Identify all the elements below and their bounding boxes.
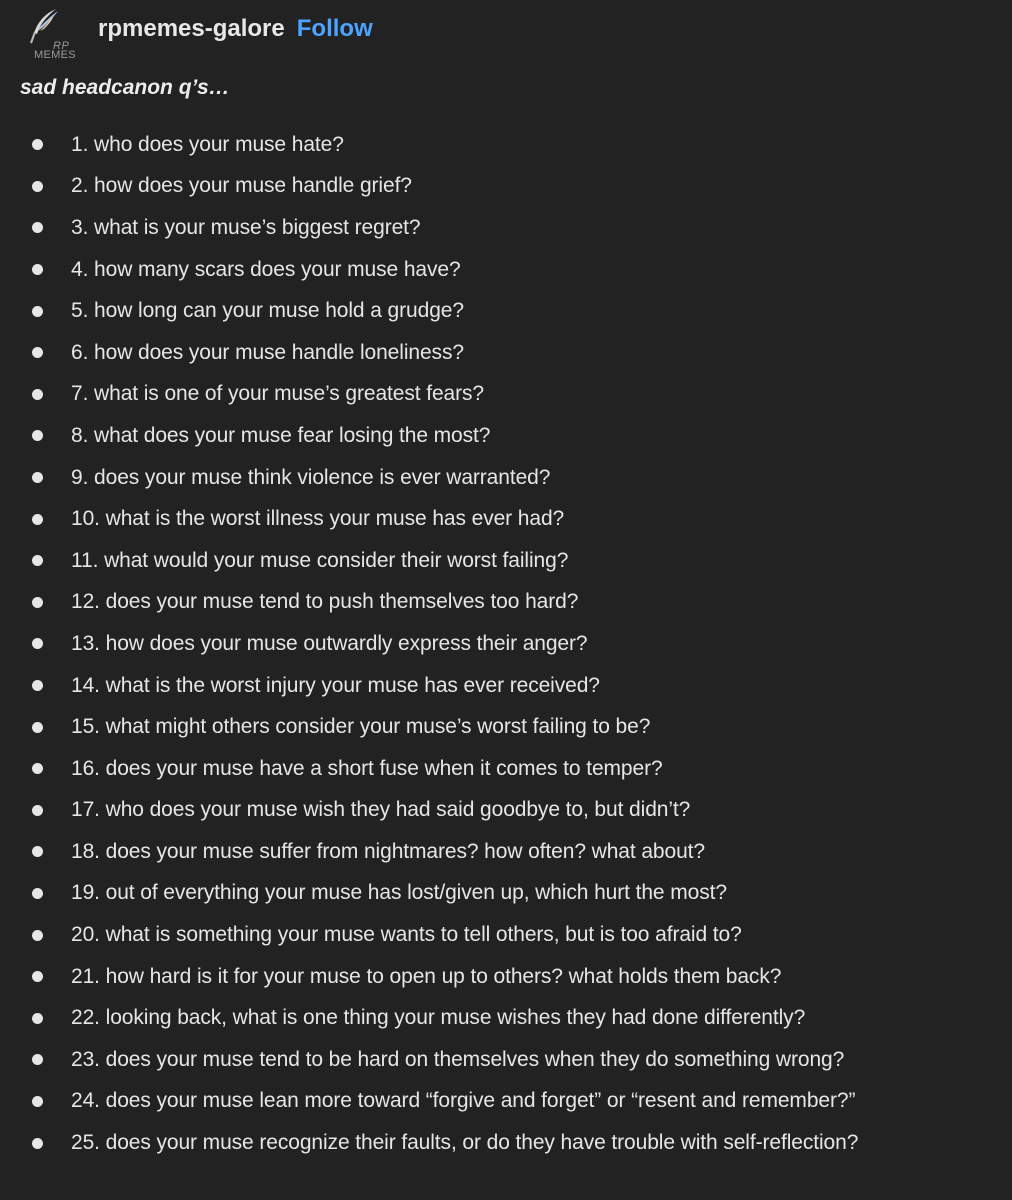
question-text: 13. how does your muse outwardly express their anger?	[71, 631, 588, 655]
question-text: 16. does your muse have a short fuse when it comes to temper?	[71, 756, 663, 780]
blog-name-link[interactable]: rpmemes-galore	[98, 15, 285, 42]
list-item	[0, 498, 1012, 540]
list-item	[0, 873, 1012, 915]
question-text: 14. what is the worst injury your muse has ever received?	[71, 673, 600, 697]
bullet-icon	[32, 846, 43, 857]
list-item	[0, 831, 1012, 873]
list-item	[0, 706, 1012, 748]
question-text: 20. what is something your muse wants to tell others, but is too afraid to?	[71, 923, 742, 947]
avatar[interactable]	[20, 3, 78, 61]
bullet-icon	[32, 347, 43, 358]
avatar-logo-memes: MEMES	[34, 49, 76, 61]
question-text: 4. how many scars does your muse have?	[71, 257, 461, 281]
bullet-icon	[32, 430, 43, 441]
list-item	[0, 374, 1012, 416]
question-text: 2. how does your muse handle grief?	[71, 174, 412, 198]
bullet-icon	[32, 971, 43, 982]
bullet-icon	[32, 722, 43, 733]
list-item	[0, 914, 1012, 956]
question-text: 19. out of everything your muse has lost/given up, which hurt the most?	[71, 881, 727, 905]
bullet-icon	[32, 597, 43, 608]
bullet-icon	[32, 638, 43, 649]
question-list	[0, 124, 1012, 1164]
post-title: sad headcanon q’s…	[20, 76, 230, 99]
list-item	[0, 582, 1012, 624]
question-text: 21. how hard is it for your muse to open up to others? what holds them back?	[71, 964, 782, 988]
list-item	[0, 623, 1012, 665]
question-text: 17. who does your muse wish they had said goodbye to, but didn’t?	[71, 798, 691, 822]
list-item	[0, 665, 1012, 707]
list-item	[0, 1081, 1012, 1123]
list-item	[0, 997, 1012, 1039]
bullet-icon	[32, 555, 43, 566]
bullet-icon	[32, 181, 43, 192]
question-text: 23. does your muse tend to be hard on themselves when they do something wrong?	[71, 1047, 845, 1071]
question-text: 7. what is one of your muse’s greatest fears?	[71, 382, 484, 406]
question-text: 22. looking back, what is one thing your muse wishes they had done differently?	[71, 1006, 806, 1030]
bullet-icon	[32, 389, 43, 400]
list-item	[0, 956, 1012, 998]
question-text: 9. does your muse think violence is ever warranted?	[71, 465, 551, 489]
bullet-icon	[32, 472, 43, 483]
question-text: 24. does your muse lean more toward “forgive and forget” or “resent and remember?”	[71, 1089, 856, 1113]
question-text: 8. what does your muse fear losing the most?	[71, 423, 491, 447]
question-text: 5. how long can your muse hold a grudge?	[71, 299, 464, 323]
follow-button[interactable]: Follow	[296, 15, 373, 42]
bullet-icon	[32, 264, 43, 275]
bullet-icon	[32, 306, 43, 317]
bullet-icon	[32, 930, 43, 941]
list-item	[0, 1122, 1012, 1164]
bullet-icon	[32, 1013, 43, 1024]
list-item	[0, 457, 1012, 499]
list-item	[0, 748, 1012, 790]
bullet-icon	[32, 514, 43, 525]
list-item	[0, 290, 1012, 332]
bullet-icon	[32, 139, 43, 150]
question-text: 25. does your muse recognize their faults, or do they have trouble with self-reflection?	[71, 1131, 859, 1155]
question-text: 6. how does your muse handle loneliness?	[71, 340, 464, 364]
question-text: 3. what is your muse’s biggest regret?	[71, 215, 421, 239]
bullet-icon	[32, 222, 43, 233]
list-item	[0, 207, 1012, 249]
bullet-icon	[32, 888, 43, 899]
list-item	[0, 540, 1012, 582]
list-item	[0, 790, 1012, 832]
list-item	[0, 124, 1012, 166]
question-text: 1. who does your muse hate?	[71, 132, 344, 156]
list-item	[0, 1039, 1012, 1081]
question-text: 12. does your muse tend to push themselves too hard?	[71, 590, 579, 614]
post-header	[20, 0, 373, 64]
bullet-icon	[32, 1054, 43, 1065]
avatar-logo-rp: RP	[53, 40, 70, 52]
question-text: 15. what might others consider your muse’s worst failing to be?	[71, 715, 651, 739]
question-text: 11. what would your muse consider their worst failing?	[71, 548, 569, 572]
bullet-icon	[32, 1138, 43, 1149]
list-item	[0, 415, 1012, 457]
bullet-icon	[32, 680, 43, 691]
question-text: 10. what is the worst illness your muse has ever had?	[71, 507, 565, 531]
list-item	[0, 249, 1012, 291]
bullet-icon	[32, 763, 43, 774]
list-item	[0, 166, 1012, 208]
list-item	[0, 332, 1012, 374]
bullet-icon	[32, 1096, 43, 1107]
question-text: 18. does your muse suffer from nightmares? how often? what about?	[71, 839, 705, 863]
bullet-icon	[32, 805, 43, 816]
